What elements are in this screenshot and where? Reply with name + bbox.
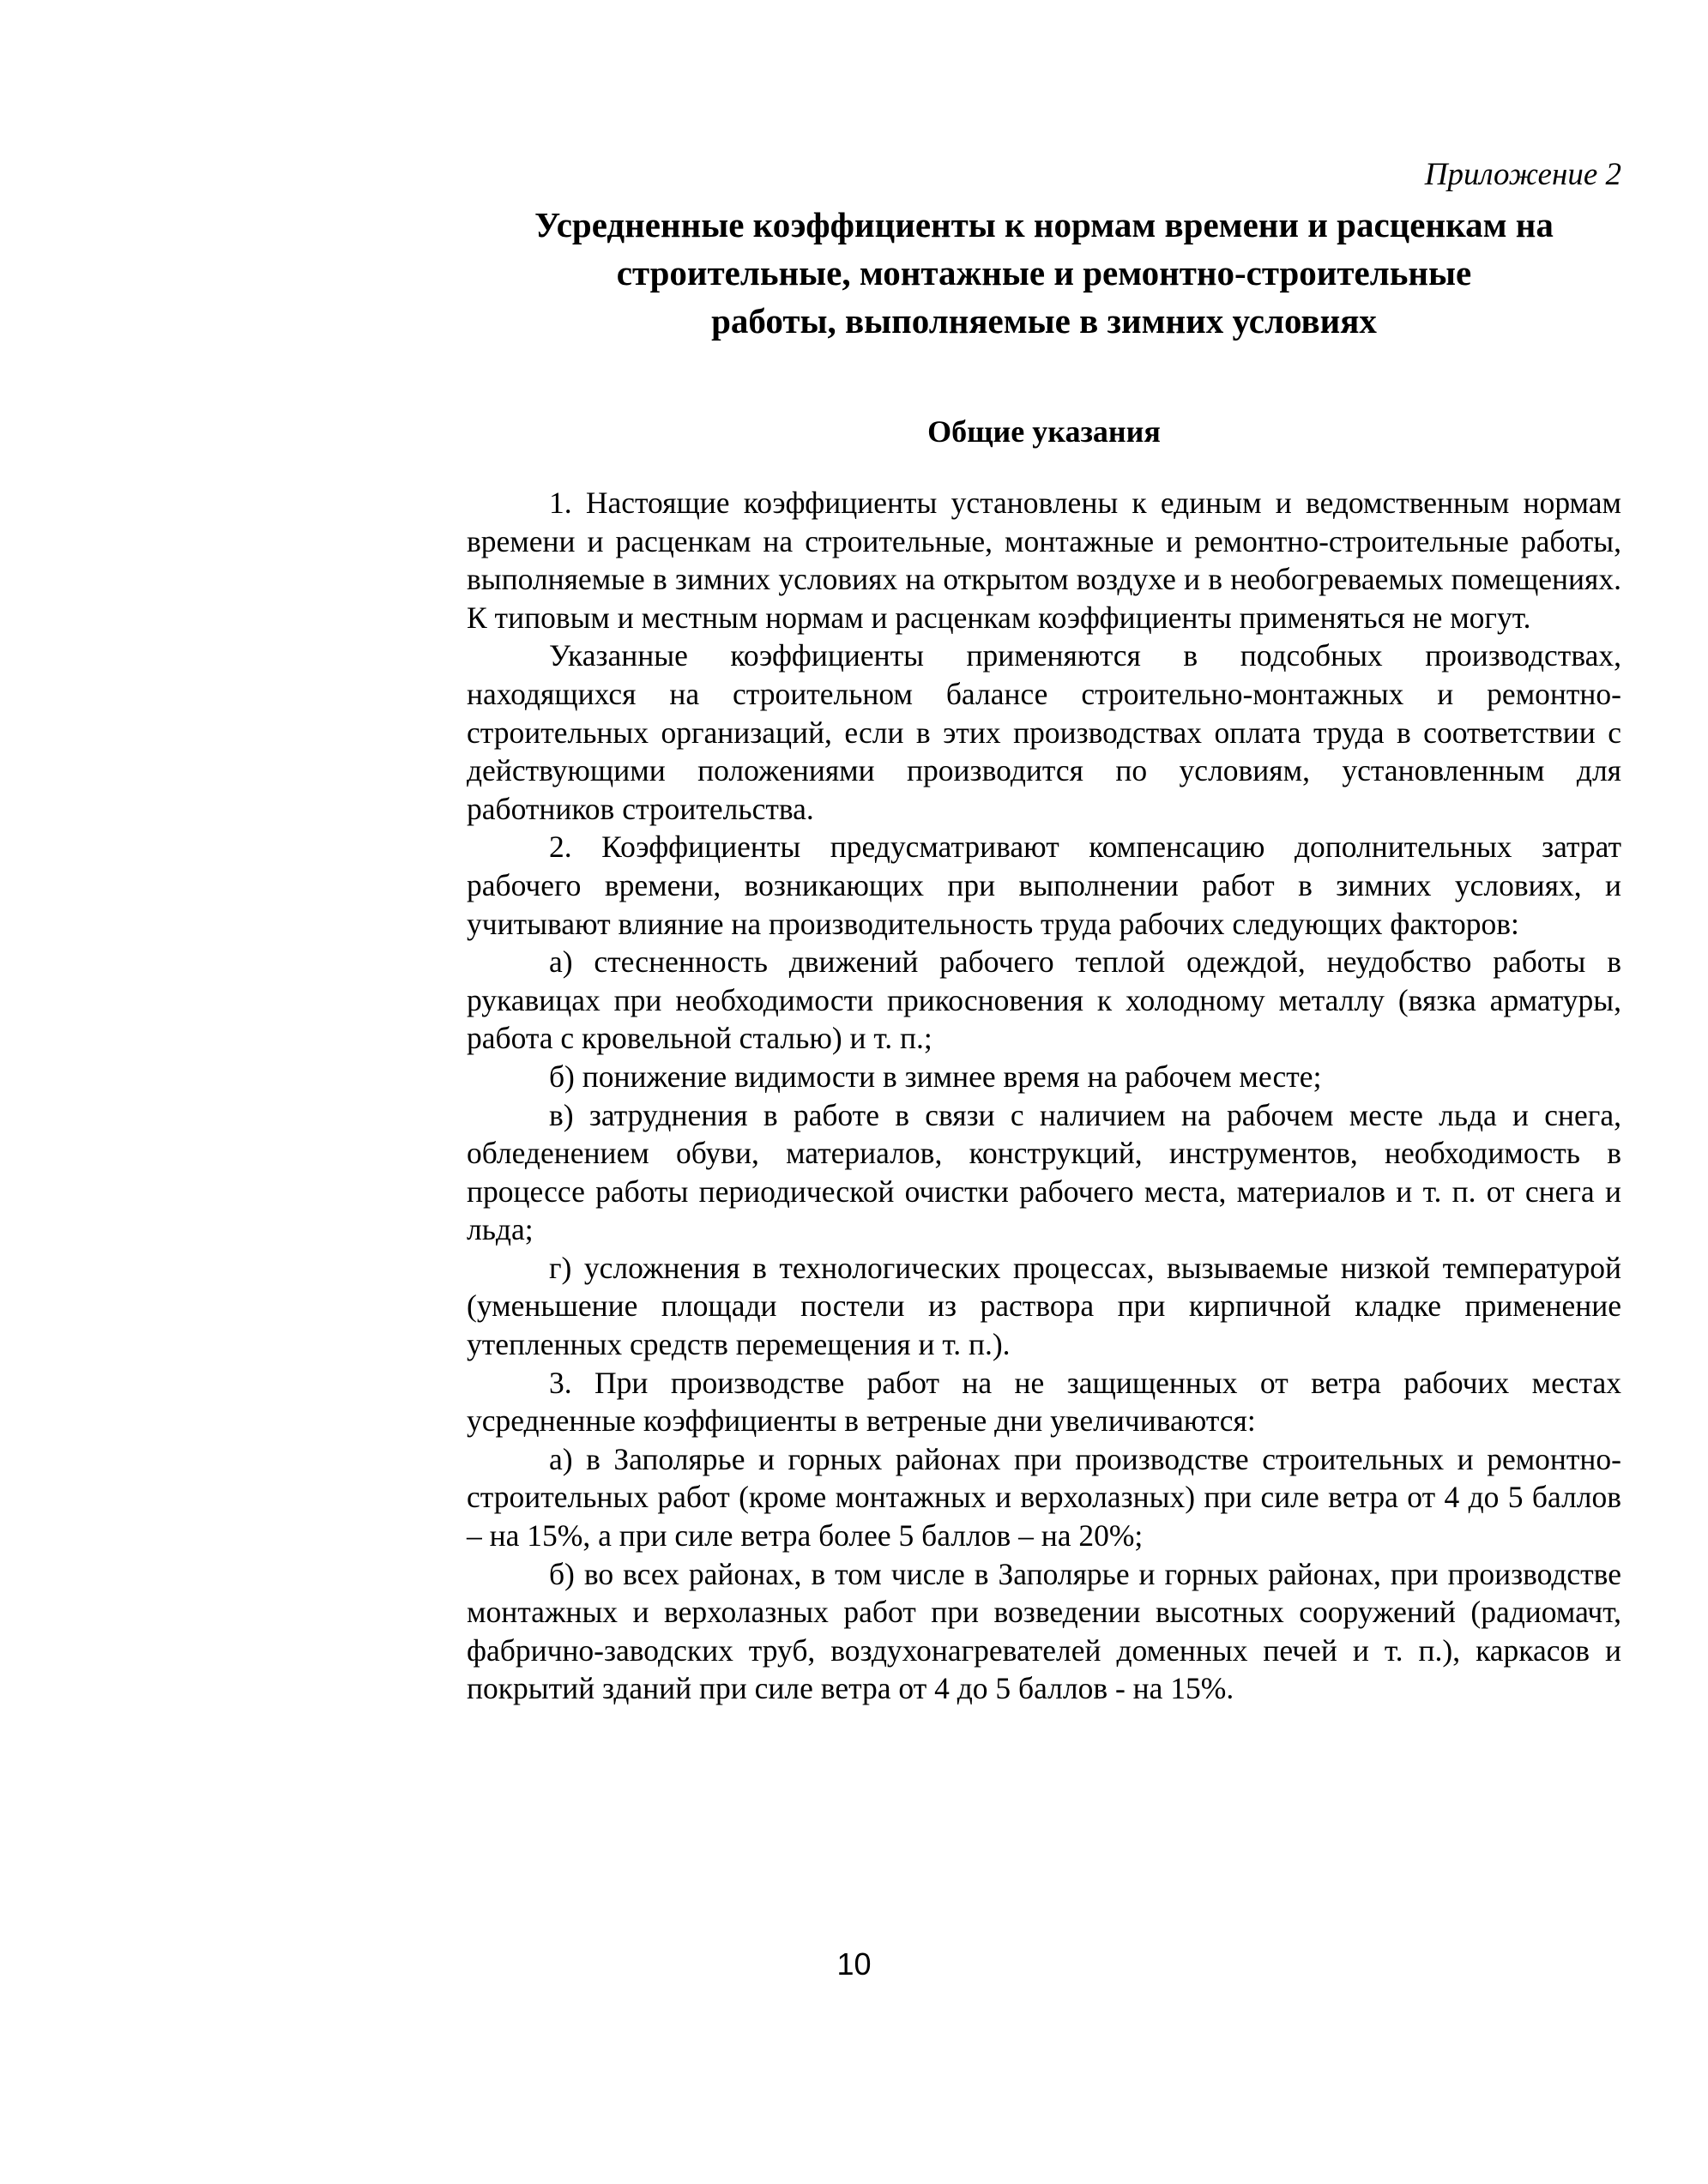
list-item: а) в Заполярье и горных районах при производстве строительных и ремонтно-строительных работ (кроме монтажных и верхолазных) при силе ветра от 4 до 5 баллов – на 15%, а при силе ветра более 5 баллов – на 20%; (467, 1441, 1621, 1554)
body-text (467, 484, 1621, 1708)
appendix-label: Приложение 2 (1424, 157, 1621, 192)
paragraph: Указанные коэффициенты применяются в подсобных производствах, находящихся на строительном балансе строительно-монтажных и ремонтно-строительных организаций, если в этих производствах оплата труда в соответствии с действующими положениями производится по условиям, установленным для работников строительства. (467, 638, 1621, 826)
page-number: 10 (836, 1946, 872, 1982)
paragraph: 3. При производстве работ на не защищенных от ветра рабочих местах усредненные коэффициенты в ветреные дни увеличиваются: (467, 1365, 1621, 1439)
list-item: б) во всех районах, в том числе в Заполярье и горных районах, при производстве монтажных и верхолазных работ при возведении высотных сооружений (радиомачт, фабрично-заводских труб, воздухонагревателей доменных печей и т. п.), каркасов и покрытий зданий при силе ветра от 4 до 5 баллов - на 15%. (467, 1556, 1621, 1706)
paragraph: 2. Коэффициенты предусматривают компенсацию дополнительных затрат рабочего времени, возникающих при выполнении работ в зимних условиях, и учитывают влияние на производительность труда рабочих следующих факторов: (467, 830, 1621, 941)
list-item: б) понижение видимости в зимнее время на рабочем месте; (549, 1059, 1322, 1094)
document-page (467, 154, 1621, 1708)
list-item: в) затруднения в работе в связи с наличием на рабочем месте льда и снега, обледенением обуви, материалов, конструкций, инструментов, необходимость в процессе работы периодической очистки рабочего места, материалов и т. п. от снега и льда; (467, 1097, 1621, 1247)
paragraph: 1. Настоящие коэффициенты установлены к единым и ведомственным нормам времени и расценкам на строительные, монтажные и ремонтно-строительные работы, выполняемые в зимних условиях на открытом воздухе и в необогреваемых помещениях. К типовым и местным нормам и расценкам коэффициенты применяться не могут. (467, 486, 1621, 635)
list-item: а) стесненность движений рабочего теплой одеждой, неудобство работы в рукавицах при необходимости прикосновения к холодному металлу (вязка арматуры, работа с кровельной сталью) и т. п.; (467, 944, 1621, 1056)
section-heading: Общие указания (927, 414, 1161, 449)
title-line: работы, выполняемые в зимних условиях (711, 301, 1377, 341)
document-title (467, 201, 1621, 345)
list-item: г) усложнения в технологических процессах, вызываемые низкой температурой (уменьшение площади постели из раствора при кирпичной кладке применение утепленных средств перемещения и т. п.). (467, 1250, 1621, 1362)
title-line: Усредненные коэффициенты к нормам времени и расценкам на (534, 205, 1554, 244)
title-line: строительные, монтажные и ремонтно-строительные (616, 253, 1472, 293)
